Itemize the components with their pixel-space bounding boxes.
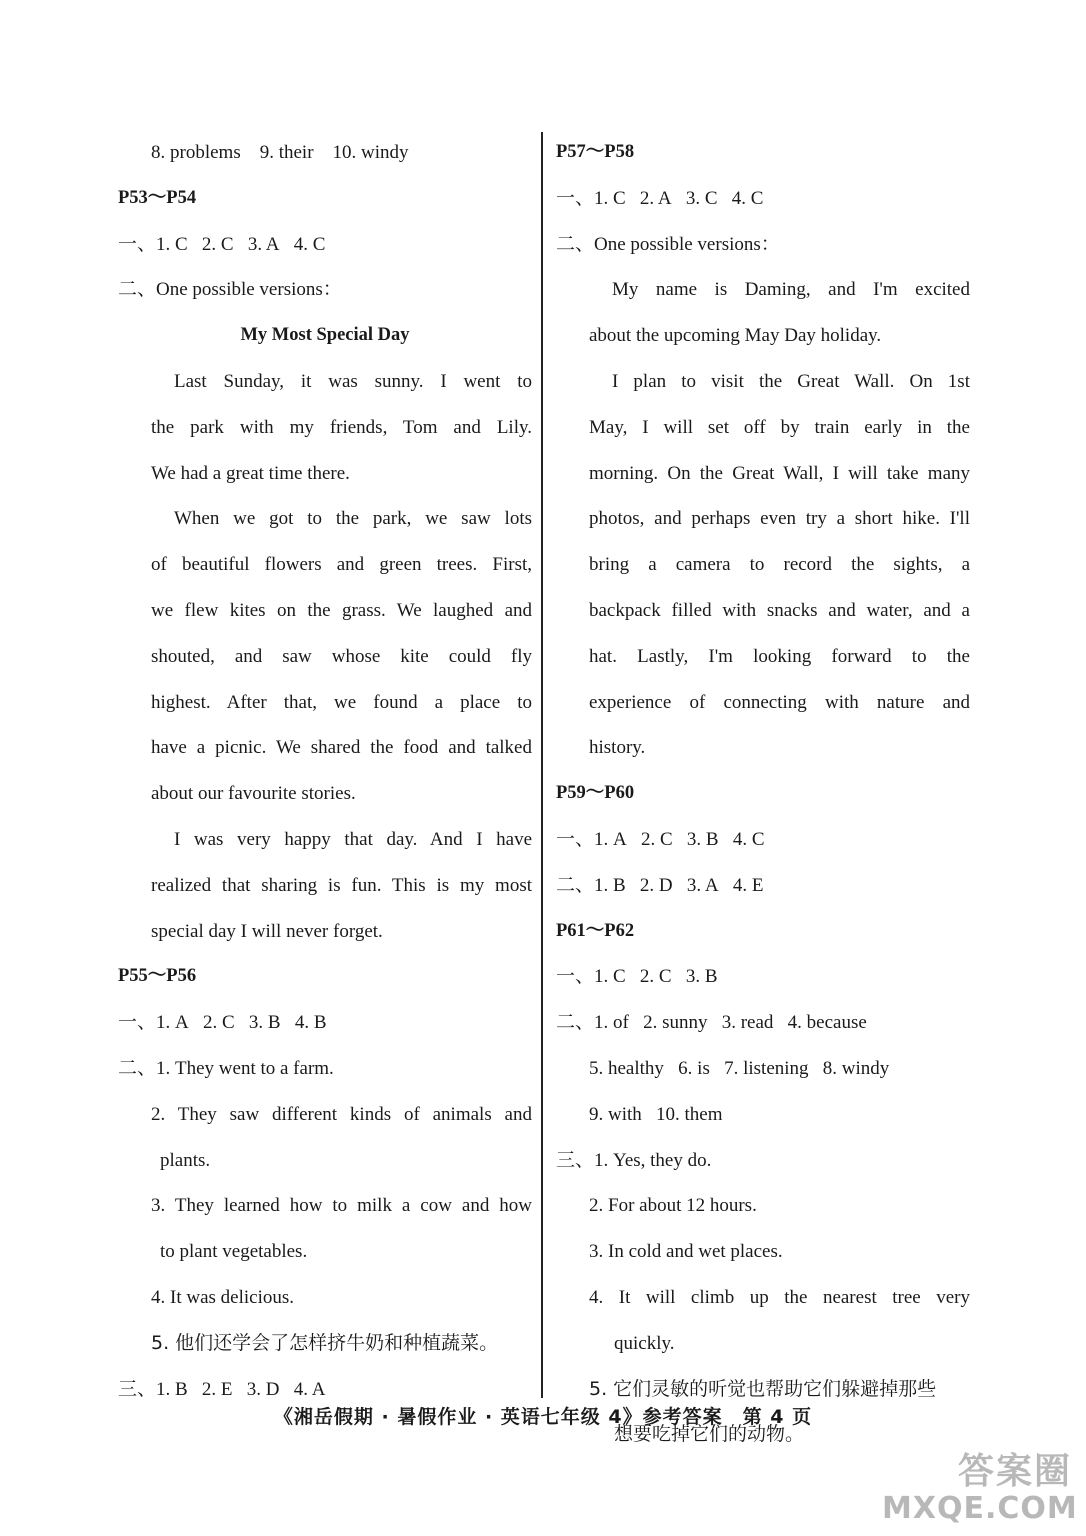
essay-line: morning. On the Great Wall, I will take many (589, 462, 970, 484)
right-column (556, 130, 970, 1458)
watermark-url: MXQE.COM (882, 1491, 1078, 1526)
column-divider (541, 132, 543, 1398)
answer-line: 一、1. C 2. A 3. C 4. C (556, 187, 764, 209)
answer-line: 5. healthy 6. is 7. listening 8. windy (589, 1057, 890, 1079)
essay-line: May, I will set off by train early in the (589, 416, 970, 438)
section-heading: P61～P62 (556, 920, 635, 941)
answer-line: 一、1. A 2. C 3. B 4. C (556, 828, 765, 850)
essay-line: hat. Lastly, I'm looking forward to the (589, 645, 970, 667)
answer-line: 二、1. B 2. D 3. A 4. E (556, 874, 764, 896)
essay-line: Last Sunday, it was sunny. I went to (174, 370, 532, 392)
essay-line: have a picnic. We shared the food and talked (151, 737, 532, 759)
left-column (118, 130, 532, 1412)
answer-line: 三、1. Yes, they do. (556, 1149, 712, 1171)
section-heading: P59～P60 (556, 783, 635, 804)
answer-line: 一、1. C 2. C 3. A 4. C (118, 233, 326, 255)
answer-line: 2. They saw different kinds of animals and (151, 1103, 532, 1125)
essay-line: experience of connecting with nature and (589, 691, 970, 713)
essay-line: I plan to visit the Great Wall. On 1st (612, 370, 970, 392)
answer-line: 3. In cold and wet places. (589, 1241, 783, 1263)
watermark-text: 答案圈 (957, 1451, 1072, 1492)
essay-line: photos, and perhaps even try a short hike. I'll (589, 508, 970, 530)
answer-line: 二、One possible versions： (118, 279, 342, 301)
essay-line: shouted, and saw whose kite could fly (151, 645, 532, 667)
essay-line: backpack filled with snacks and water, and a (589, 599, 970, 621)
essay-line: the park with my friends, Tom and Lily. (151, 416, 532, 438)
answer-line: 3. They learned how to milk a cow and how (151, 1195, 532, 1217)
answer-line: 5. 它们灵敏的听觉也帮助它们躲避掉那些 (589, 1377, 937, 1400)
section-heading: P57～P58 (556, 142, 635, 162)
essay-line: We had a great time there. (151, 462, 350, 484)
essay-line: realized that sharing is fun. This is my most (151, 874, 532, 896)
essay-line: about the upcoming May Day holiday. (589, 325, 882, 347)
answer-line: 4. It will climb up the nearest tree very (589, 1286, 970, 1308)
answer-line: quickly. (614, 1332, 675, 1354)
essay-line: of beautiful flowers and green trees. First, (151, 554, 532, 576)
answer-line: 一、1. C 2. C 3. B (556, 966, 718, 988)
essay-line: we flew kites on the grass. We laughed and (151, 599, 532, 621)
answer-line: 一、1. A 2. C 3. B 4. B (118, 1012, 327, 1034)
answer-line: 2. For about 12 hours. (589, 1195, 757, 1217)
answer-line: plants. (160, 1149, 211, 1171)
answer-line: 三、1. B 2. E 3. D 4. A (118, 1378, 326, 1400)
page-footer: 《湘岳假期 · 暑假作业 · 英语七年级 4》参考答案 第 4 页 (273, 1406, 813, 1428)
answer-line: 9. with 10. them (589, 1103, 723, 1125)
essay-line: special day I will never forget. (151, 920, 383, 942)
section-heading: P55～P56 (118, 966, 197, 987)
answer-line: 8. problems 9. their 10. windy (151, 142, 409, 163)
answer-line: 二、One possible versions： (556, 233, 780, 255)
essay-line: about our favourite stories. (151, 783, 356, 805)
answer-line: 4. It was delicious. (151, 1286, 295, 1308)
essay-line: highest. After that, we found a place to (151, 691, 532, 713)
essay-title: My Most Special Day (240, 325, 410, 346)
watermark-logo (882, 1451, 1078, 1530)
essay-line: history. (589, 737, 646, 759)
essay-line: I was very happy that day. And I have (174, 828, 532, 850)
essay-line: My name is Daming, and I'm excited (612, 279, 970, 301)
answer-line: 5. 他们还学会了怎样挤牛奶和种植蔬菜。 (151, 1331, 499, 1354)
essay-line: bring a camera to record the sights, a (589, 554, 970, 576)
answer-line: 想要吃掉它们的动物。 (614, 1423, 805, 1446)
answer-line: 二、1. of 2. sunny 3. read 4. because (556, 1012, 867, 1034)
section-heading: P53～P54 (118, 187, 197, 208)
essay-line: When we got to the park, we saw lots (174, 508, 532, 530)
answer-line: 二、1. They went to a farm. (118, 1057, 334, 1079)
answer-line: to plant vegetables. (160, 1241, 308, 1263)
